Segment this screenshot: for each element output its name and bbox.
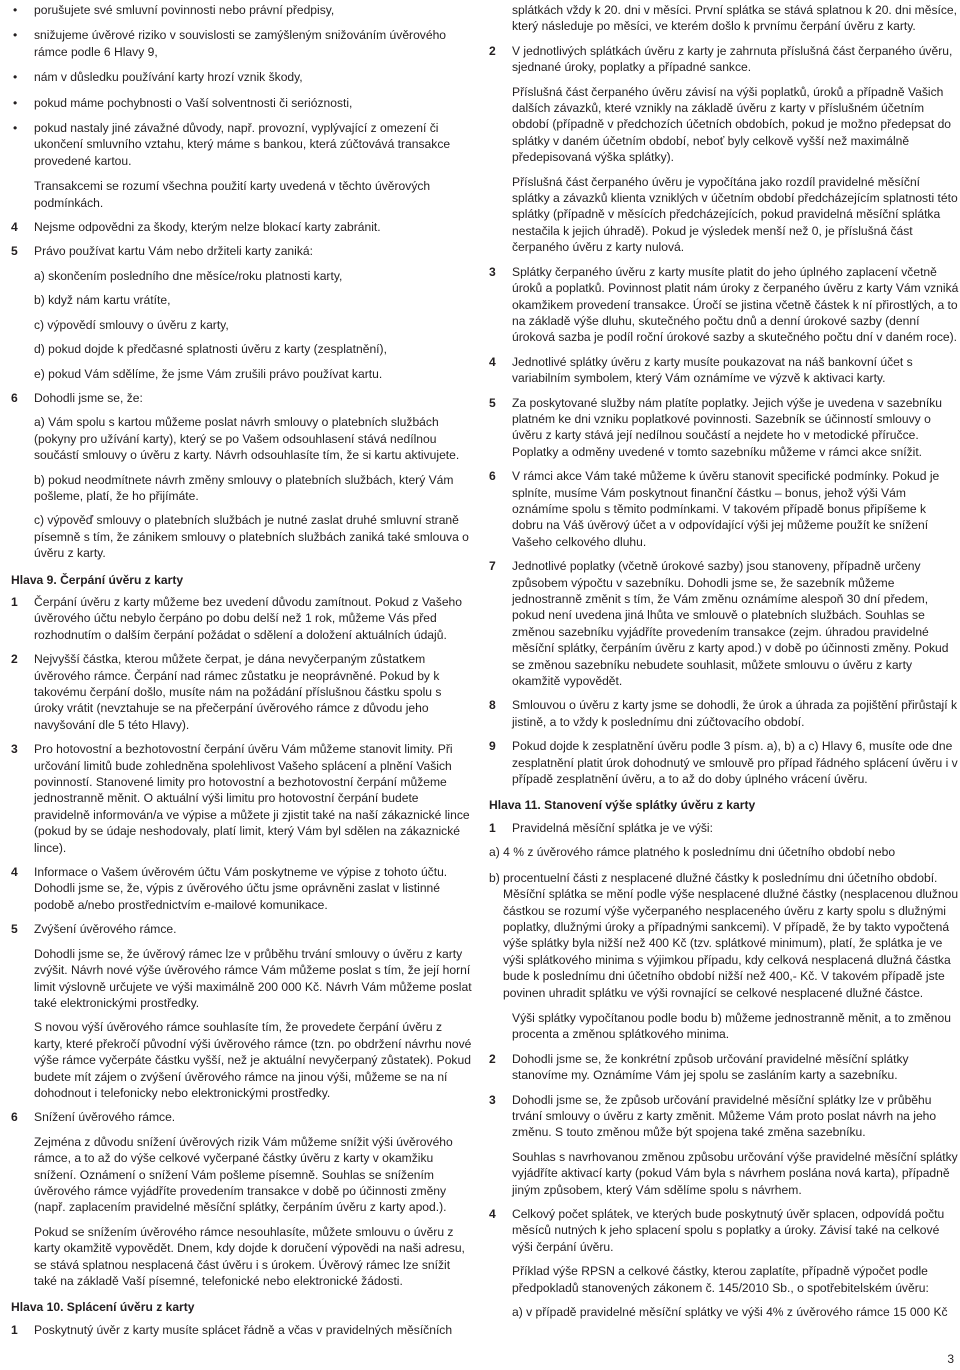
item-text: Poskytnutý úvěr z karty musíte splácet řádně a včas v pravidelných měsíčních xyxy=(34,1322,453,1337)
numbered-item xyxy=(11,243,474,259)
list-item: a) v případě pravidelné měsíční splátky ve výši 4% z úvěrového rámce 15 000 Kč xyxy=(512,1305,948,1320)
left-column xyxy=(11,2,474,1346)
item-number: 3 xyxy=(489,1092,496,1107)
numbered-item xyxy=(11,1109,474,1125)
item-number: 2 xyxy=(489,43,496,58)
item-number: 2 xyxy=(489,1051,496,1066)
numbered-item xyxy=(11,219,474,235)
item-number: 9 xyxy=(489,739,496,754)
item-number: 6 xyxy=(11,1110,18,1125)
item-text: Dohodli jsme se, že způsob určování pravidelné měsíční splátky lze v průběhu trvání smlouvy o úvěru z karty změnit. Můžeme Vám proto poslat návrh na jeho změnu. S touto změnou může být spojena také změna sazebníku. xyxy=(512,1092,937,1140)
list-item: b) když nám kartu vrátíte, xyxy=(34,293,171,308)
item-number: 2 xyxy=(11,652,18,667)
item-number: 6 xyxy=(489,469,496,484)
page-number: 3 xyxy=(947,1352,954,1366)
right-column xyxy=(489,2,959,1328)
paragraph: Zejména z důvodu snížení úvěrových rizik Vám můžeme snížit výši úvěrového rámce, a to až do výše celkové vyčerpané částky úvěru z karty v okamžiku snížení. Oznámení o snížení Vám pošleme písemně. Souhlas se snížením úvěrového rámce vyjádříte provedením transakce v době po účinnosti změny (např. zaplacením pravidelné měsíční splátky, čerpáním úvěru z karty apod.). xyxy=(34,1134,453,1215)
numbered-item xyxy=(489,558,959,689)
numbered-item xyxy=(489,1206,959,1255)
list-item: d) pokud dojde k předčasné splatnosti úvěru z karty (zesplatnění), xyxy=(34,342,387,357)
numbered-item xyxy=(11,864,474,913)
item-number: 1 xyxy=(11,594,18,609)
paragraph: Příklad výše RPSN a celkové částky, kterou zaplatíte, případně výpočet podle předpokladů stanovených zákonem č. 145/2010 Sb., o spotřebitelském úvěru: xyxy=(512,1264,929,1295)
item-text: Dohodli jsme se, že konkrétní způsob určování pravidelné měsíční splátky stanovíme my. Oznámíme Vám jej spolu se zasláním karty a sazebníku. xyxy=(512,1051,909,1083)
list-item: • snižujeme úvěrové riziko v souvislosti se zamýšleným snižováním úvěrového rámce podle 6 Hlavy 9, xyxy=(11,27,474,60)
list-item: c) výpovědí smlouvy o úvěru z karty, xyxy=(34,317,229,332)
numbered-item xyxy=(489,1051,959,1084)
item-number: 8 xyxy=(489,698,496,713)
paragraph: Transakcemi se rozumí všechna použití karty uvedená v těchto úvěrových podmínkách. xyxy=(34,179,431,210)
item-text: V jednotlivých splátkách úvěru z karty je zahrnuta příslušná část čerpaného úvěru, sjednané úroky, poplatky a případné sankce. xyxy=(512,43,953,75)
numbered-item xyxy=(489,395,959,461)
item-text: Informace o Vašem úvěrovém účtu Vám poskytneme ve výpise z tohoto účtu. Dohodli jsme se, že, výpis z úvěrového účtu jsme oprávněni zaslat v listinné podobě a/nebo prostřednictvím e-mailové komunikace. xyxy=(34,865,448,912)
item-number: 7 xyxy=(489,559,496,574)
paragraph: splátkách vždy k 20. dni v měsíci. První splátka se stává splatnou k 20. dni měsíce, který následuje po měsíci, ve kterém došlo k prvnímu čerpání úvěru z karty. xyxy=(512,3,957,34)
item-number: 4 xyxy=(489,1207,496,1221)
item-number: 5 xyxy=(11,244,18,259)
list-item: • porušujete své smluvní povinnosti nebo právní předpisy, xyxy=(11,2,474,18)
list-item: a) skončením posledního dne měsíce/roku platnosti karty, xyxy=(34,268,343,283)
numbered-item xyxy=(489,264,959,346)
item-text: Jednotlivé splátky úvěru z karty musíte poukazovat na náš bankovní účet s variabilním symbolem, který Vám oznámíme ve výzvě k aktivaci karty. xyxy=(512,354,913,386)
numbered-item xyxy=(489,1092,959,1141)
item-text: Pravidelná měsíční splátka je ve výši: xyxy=(512,820,713,835)
item-number: 6 xyxy=(11,390,18,405)
item-text: V rámci akce Vám také můžeme k úvěru stanovit specifické podmínky. Pokud je splníte, musíme Vám poskytnout finanční částku – bonus, jehož výši Vám oznámíme spolu s těmito podmínkami. V takovém případě bonus připíšeme k dobru na Váš úvěrový účet a v odpovídající výši jej můžeme použít ke snížení Vašeho celkového dluhu. xyxy=(512,469,940,549)
item-number: 5 xyxy=(489,395,496,410)
numbered-item xyxy=(489,820,959,836)
numbered-item xyxy=(489,43,959,76)
item-text: Celkový počet splátek, ve kterých bude poskytnutý úvěr splacen, odpovídá počtu měsíců nutných k jeho splacení spolu s poplatky a úroky. Závisí také na celkové výši čerpání úvěru. xyxy=(512,1207,945,1254)
numbered-item xyxy=(11,594,474,643)
paragraph: Příslušná část čerpaného úvěru je vypočítána jako rozdíl pravidelné měsíční splátky a závazků klienta vzniklých v účetním období předcházejícím splatnosti této splátky (případně v měsících předcházejících, pokud pravidelná měsíční splátka nestačila k jejich úhradě). Pokud je výsledek menší než 0, je příslušná část čerpaného úvěru z karty nulová. xyxy=(512,174,958,255)
numbered-item xyxy=(489,354,959,387)
list-item: • pokud máme pochybnosti o Vaší solventnosti či serióznosti, xyxy=(11,95,474,111)
item-number: 4 xyxy=(11,865,18,880)
list-item: c) výpověď smlouvy o platebních službách je nutné zaslat druhé smluvní straně písemně s tím, že zánikem smlouvy o platebních službách zaniká také smlouva o úvěru z karty. xyxy=(34,513,469,561)
paragraph: Souhlas s navrhovanou změnou způsobu určování výše pravidelné měsíční splátky vyjádříte aktivací karty (pokud Vám byla s návrhem poslána nová karta), případně jiným způsobem, který Vám sdělíme spolu s návrhem. xyxy=(512,1149,958,1197)
item-text: Snížení úvěrového rámce. xyxy=(34,1110,176,1125)
item-text: Jednotlivé poplatky (včetně úrokové sazby) jsou stanoveny, případně určeny způsobem výpočtu v sazebníku. Dohodli jsme se, že sazebník můžeme jednostranně změnit s tím, že Vám změnu oznámíme alespoň 30 dní předem, pokud není uvedena jiná lhůta ve smlouvě o platebních službách. Souhlas se změnou sazebníku vyjádříte provedením transakce (zejm. úhradou pravidelné měsíční splátky, čerpáním úvěru z karty apod.) v době po účinnosti změny. Pokud se změnou sazebníku nebudete souhlasit, můžete smlouvu o úvěru z karty okamžitě vypovědět. xyxy=(512,559,949,689)
list-item: a) Vám spolu s kartou můžeme poslat návrh smlouvy o platebních službách (pokyny pro užívání karty), který se po Vašem odsouhlasení stává nedílnou součástí smlouvy o úvěru z karty. Návrh odsouhlasíte tím, že si kartu aktivujete. xyxy=(34,415,460,463)
numbered-item xyxy=(489,697,959,730)
item-number: 1 xyxy=(11,1322,18,1337)
item-text: Pokud dojde k zesplatnění úvěru podle 3 písm. a), b) a c) Hlavy 6, musíte ode dne zesplatnění platit úrok dohodnutý ve smlouvě pro případ řádného splácení úvěru i v případě zesplatnění úvěru, a to až do doby úplného vrácení úvěru. xyxy=(512,739,958,787)
list-item: • nám v důsledku používání karty hrozí vznik škody, xyxy=(11,69,474,85)
item-text: Smlouvou o úvěru z karty jsme se dohodli, že úrok a úhrada za pojištění přirůstají k jistině, a to vždy k poslednímu dni zúčtovacího období. xyxy=(512,698,958,729)
item-number: 3 xyxy=(489,264,496,279)
item-text: Dohodli jsme se, že: xyxy=(34,390,143,405)
item-text: Čerpání úvěru z karty můžeme bez uvedení důvodu zamítnout. Pokud z Vašeho úvěrového účtu nebylo čerpáno po dobu delší než 1 rok, můžeme Vás před rozhodnutím o dalším čerpání požádat o sdělení a doložení aktuálních údajů. xyxy=(34,594,462,642)
item-text: Nejvyšší částka, kterou můžete čerpat, je dána nevyčerpaným zůstatkem úvěrového rámce. Čerpání nad rámec zůstatku je neoprávněné. Pokud by k takovému čerpání došlo, musíte nám na požádání příslušnou částku spolu s úroky vrátit (nevztahuje se na přečerpání úvěrového rámce z důvodu jeho navyšování dle 5 této Hlavy). xyxy=(34,652,442,732)
paragraph: Pokud se snížením úvěrového rámce nesouhlasíte, můžete smlouvu o úvěru z karty okamžitě vypovědět. Dnem, kdy dojde k doručení výpovědi na naši adresu, se stává splatnou nesplacená část úvěru i s úrokem. Úvěrový rámec lze snížit také na základě Vaší písemné, telefonické nebo elektronické žádosti. xyxy=(34,1224,465,1288)
item-text: Nejsme odpovědni za škody, kterým nelze blokací karty zabránit. xyxy=(34,220,381,235)
item-number: 5 xyxy=(11,922,18,937)
item-number: 4 xyxy=(489,354,496,369)
section-heading: Hlava 9. Čerpání úvěru z karty xyxy=(11,572,184,587)
item-text: Zvýšení úvěrového rámce. xyxy=(34,922,177,937)
list-item: b) pokud neodmítnete návrh změny smlouvy o platebních službách, který Vám pošleme, platí, že ho přijímáte. xyxy=(34,472,454,503)
numbered-item xyxy=(11,741,474,856)
item-text: Pro hotovostní a bezhotovostní čerpání úvěru Vám můžeme stanovit limity. Při určování limitů bude zohledněna spolehlivost Vašeho splácení a plnění Vašich povinností. Stanovené limity pro hotovostní a bezhotovostní čerpání můžeme jednostranně měnit. O aktuální výši limitu pro hotovostní čerpání budete pravidelně informován/a ve výpise a můžete ji zjistit také na naší zákaznické lince (pokud by se údaje neshodovaly, platí limit, který Vám byl sdělen na zákaznické lince). xyxy=(34,742,470,855)
item-text: Za poskytované služby nám platíte poplatky. Jejich výše je uvedena v sazebníku platném ke dni vzniku poplatkové povinnosti. Sazebník se účinností smlouvy o úvěru z karty stává její nedílnou součástí a nejdete ho v metodické příručce. Poplatky a odměny uvedené v tomto sazebníku můžeme v rámci akce snížit. xyxy=(512,395,943,459)
item-number: 3 xyxy=(11,742,18,757)
item-text: Právo používat kartu Vám nebo držiteli karty zaniká: xyxy=(34,244,313,259)
item-number: 4 xyxy=(11,220,18,235)
list-item: b) procentuelní části z nesplacené dlužné částky k poslednímu dni účetního období. Měsíční splátka se mění podle výše nesplacené dlužné částky (nesplacenou dlužnou částkou se rozumí výše vyčerpaného nesplaceného úvěru z karty spolu s dlužnými poplatky, dlužnými úroky a případnými sankcemi). V případě, že by takto vypočtená výše splátky byla nižší než 400 Kč (tzv. splátkové minimum), platí, že splátka je ve výši splátkového minima s výjimkou případu, kdy celková nesplacená dlužná částka bude k poslednímu dni účetního období nižší než 400,- Kč. V takovém případě jste povinen uhradit splátku ve výši rovnající se celkové nesplacené dlužné částce. xyxy=(489,870,959,1000)
paragraph: S novou výší úvěrového rámce souhlasíte tím, že provedete čerpání úvěru z karty, které překročí původní výši úvěrového rámce (tzn. po obdržení návrhu nové výše rámce vyčerpáte částku vyšší, než je aktuální nevyčerpaný zůstatek). Pokud budete mít zájem o zvýšení úvěrového rámce na jinou výši, můžeme se na ní dohodnout i telefonicky nebo elektronickými prostředky. xyxy=(34,1020,472,1100)
paragraph: Výši splátky vypočítanou podle bodu b) můžeme jednostranně měnit, a to změnou procenta a změnou splátkového minima. xyxy=(512,1010,951,1042)
numbered-item xyxy=(11,651,474,733)
numbered-item xyxy=(489,738,959,787)
item-text: Splátky čerpaného úvěru z karty musíte platit do jeho úplného zaplacení včetně úroků a poplatků. Povinnost platit nám úroky z čerpaného úvěru z karty Vám vzniká okamžikem provedení transakce. Úročí se jistina včetně částek k ní přirostlých, a to na základě výše dluhu, skutečného počtu dnů a denní úrokové sazby (denní úroková sazba je podíl roční úrokové sazby a skutečného počtu dní v daném roce). xyxy=(512,264,959,345)
numbered-item xyxy=(11,921,474,937)
numbered-item xyxy=(489,468,959,550)
paragraph: Příslušná část čerpaného úvěru závisí na výši poplatků, úroků a případně Vašich dalších závazků, které vznikly na základě úvěru z karty v příslušném účetním období (případně v předchozích účetních obdobích, pokud je možno předepsat do splátky v daném účetním období, neboť byly celkově vyšší než maximálně předepisovaná výška splátky). xyxy=(512,84,952,165)
list-item: a) 4 % z úvěrového rámce platného k poslednímu dni účetního období nebo xyxy=(489,845,896,860)
item-number: 1 xyxy=(489,820,496,835)
section-heading: Hlava 11. Stanovení výše splátky úvěru z karty xyxy=(489,798,756,813)
list-item: • pokud nastaly jiné závažné důvody, např. provozní, vyplývající z omezení či ukončení smluvního vztahu, který máme s bankou, která zúčtovává transakce provedené kartou. xyxy=(11,120,474,169)
list-item: e) pokud Vám sdělíme, že jsme Vám zrušili právo používat kartu. xyxy=(34,366,383,381)
numbered-item xyxy=(11,1322,474,1338)
section-heading: Hlava 10. Splácení úvěru z karty xyxy=(11,1300,195,1315)
numbered-item xyxy=(11,390,474,406)
paragraph: Dohodli jsme se, že úvěrový rámec lze v průběhu trvání smlouvy o úvěru z karty zvýšit. Návrh nové výše úvěrového rámce Vám můžeme poslat s tím, že její horní limit výslovně určujete ve výši maximálně 200 000 Kč. Návrh Vám můžeme poslat také elektronickými prostředky. xyxy=(34,946,472,1010)
